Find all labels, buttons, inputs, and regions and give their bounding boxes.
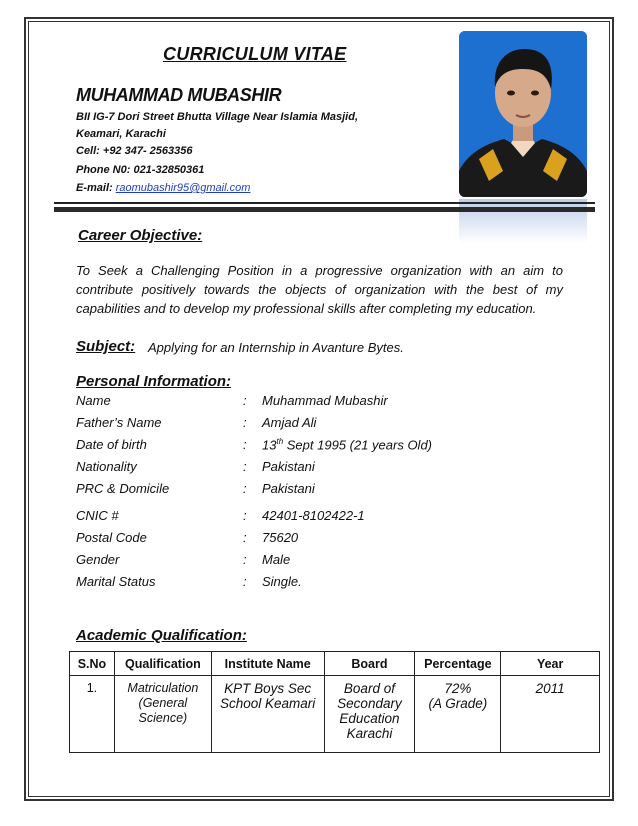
cell-number: Cell: +92 347- 2563356 xyxy=(76,145,193,157)
dob-suffix: th xyxy=(276,437,284,446)
col-header-board: Board xyxy=(324,652,415,676)
pi-label-gender: Gender xyxy=(76,552,120,567)
pi-value-father: Amjad Ali xyxy=(262,415,317,430)
pi-colon: : xyxy=(243,574,247,589)
pi-label-postal: Postal Code xyxy=(76,530,147,545)
subject-heading: Subject: xyxy=(76,338,136,355)
col-header-institute: Institute Name xyxy=(211,652,324,676)
academic-table-header xyxy=(70,652,600,676)
email-label: E-mail: xyxy=(76,182,116,194)
career-objective-text: To Seek a Challenging Position in a progressive organization with an aim to contribute positively towards the objects of organization with the best of my capabilities and to develop my professional skills after completing my education. xyxy=(76,263,563,316)
cell-line: 72% xyxy=(444,681,472,696)
pi-label-dob: Date of birth xyxy=(76,437,147,452)
pi-label-marital: Marital Status xyxy=(76,574,156,589)
academic-table xyxy=(69,651,600,753)
pi-value-dob xyxy=(262,437,432,452)
cell-line: Science) xyxy=(138,711,188,725)
col-header-sno: S.No xyxy=(70,652,115,676)
cell-line: Matriculation xyxy=(127,681,199,695)
subject-text: Applying for an Internship in Avanture Bytes. xyxy=(148,340,404,355)
cell-board xyxy=(324,676,415,753)
photo-reflection xyxy=(459,199,587,243)
address-line-2: Keamari, Karachi xyxy=(76,128,166,140)
cell-line: Karachi xyxy=(346,726,393,741)
cv-title: CURRICULUM VITAE xyxy=(163,44,347,64)
cell-line: Board of xyxy=(343,681,395,696)
cell-qualification xyxy=(114,676,211,753)
pi-colon: : xyxy=(243,459,247,474)
cell-line: Education xyxy=(339,711,400,726)
cell-line: (General xyxy=(138,696,188,710)
personal-info-heading: Personal Information: xyxy=(76,373,232,390)
pi-colon: : xyxy=(243,393,247,408)
pi-colon: : xyxy=(243,437,247,452)
pi-label-nationality: Nationality xyxy=(76,459,137,474)
cell-line: (A Grade) xyxy=(428,696,488,711)
pi-value-nationality: Pakistani xyxy=(262,459,315,474)
address-line-1: BII IG-7 Dori Street Bhutta Village Near Islamia Masjid, xyxy=(76,111,359,123)
email-line xyxy=(76,182,250,194)
table-row xyxy=(70,676,600,753)
cell-line: Secondary xyxy=(337,696,402,711)
pi-value-marital: Single. xyxy=(262,574,302,589)
pi-value-postal: 75620 xyxy=(262,530,299,545)
col-header-year: Year xyxy=(501,652,600,676)
pi-value-gender: Male xyxy=(262,552,291,567)
pi-label-domicile: PRC & Domicile xyxy=(76,481,170,496)
pi-label-father: Father’s Name xyxy=(76,415,162,430)
pi-value-domicile: Pakistani xyxy=(262,481,315,496)
cell-year: 2011 xyxy=(501,676,600,753)
header-divider-thick xyxy=(54,207,595,212)
header-divider-thin xyxy=(54,202,595,204)
profile-photo xyxy=(459,31,587,197)
pi-colon: : xyxy=(243,552,247,567)
pi-colon: : xyxy=(243,530,247,545)
cell-line: KPT Boys Sec xyxy=(224,681,312,696)
phone-number: Phone N0: 021-32850361 xyxy=(76,164,205,176)
pi-value-cnic: 42401-8102422-1 xyxy=(262,508,365,523)
col-header-percentage: Percentage xyxy=(415,652,501,676)
cell-line: School Keamari xyxy=(220,696,316,711)
pi-label-name: Name xyxy=(76,393,111,408)
cell-sno: 1. xyxy=(70,676,115,753)
pi-label-cnic: CNIC # xyxy=(76,508,119,523)
cell-institute xyxy=(211,676,324,753)
pi-colon: : xyxy=(243,415,247,430)
career-objective-heading: Career Objective: xyxy=(78,227,203,244)
dob-rest: Sept 1995 (21 years Old) xyxy=(283,437,432,453)
pi-colon: : xyxy=(243,481,247,496)
candidate-name: MUHAMMAD MUBASHIR xyxy=(76,85,282,105)
pi-value-name: Muhammad Mubashir xyxy=(262,393,388,408)
academic-heading: Academic Qualification: xyxy=(76,627,247,644)
col-header-qualification: Qualification xyxy=(114,652,211,676)
email-link[interactable]: raomubashir95@gmail.com xyxy=(115,182,251,194)
pi-colon: : xyxy=(243,508,247,523)
dob-day: 13 xyxy=(262,437,277,453)
cell-percentage xyxy=(415,676,501,753)
